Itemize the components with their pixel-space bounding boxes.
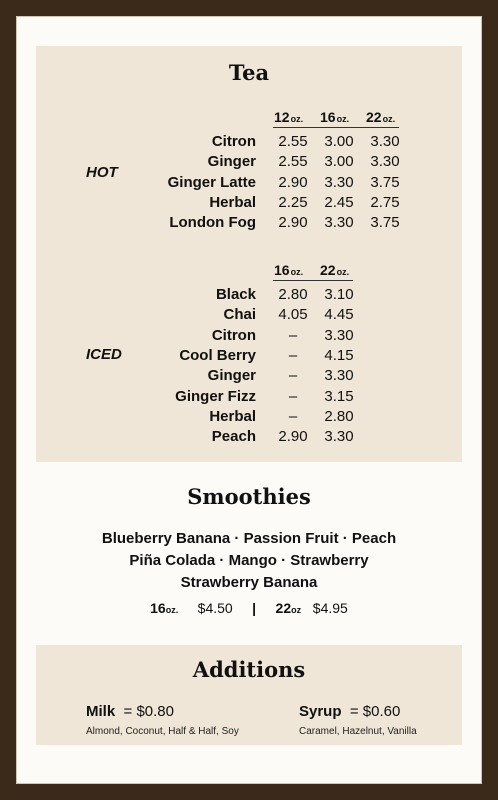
iced-item-price: – — [288, 326, 298, 344]
hot-item-name: London Fog — [169, 214, 256, 232]
iced-item-price: 3.30 — [324, 367, 354, 385]
iced-item-price: – — [288, 367, 298, 385]
iced-size-16: 16oz. — [274, 262, 304, 278]
additions-section — [36, 645, 462, 745]
iced-size-22: 22oz. — [320, 262, 350, 278]
hot-item-price: 2.90 — [278, 214, 308, 232]
hot-item-price: 2.25 — [278, 193, 308, 211]
smoothie-price-16: $4.50 — [197, 600, 233, 616]
milk-options: Almond, Coconut, Half & Half, Soy — [86, 726, 239, 737]
iced-item-name: Herbal — [209, 407, 256, 425]
hot-item-price: 3.30 — [370, 133, 400, 150]
tea-section — [36, 46, 462, 462]
smoothie-line: Piña Colada · Mango · Strawberry — [129, 552, 369, 569]
hot-item-name: Ginger Latte — [167, 173, 256, 191]
hot-item-price: 3.75 — [370, 214, 400, 232]
iced-item-price: 3.30 — [324, 428, 354, 446]
hot-size-12: 12oz. — [274, 109, 304, 125]
iced-item-price: 2.80 — [278, 286, 308, 303]
syrup-price: = $0.60 — [349, 703, 401, 720]
smoothie-price-22: $4.95 — [312, 600, 348, 616]
milk-addition — [86, 703, 239, 737]
iced-item-name: Chai — [223, 306, 256, 324]
iced-item-price: 4.45 — [324, 306, 354, 324]
iced-item-price: 2.90 — [278, 428, 308, 446]
hot-item-price: 3.00 — [324, 133, 354, 150]
syrup-options: Caramel, Hazelnut, Vanilla — [299, 726, 417, 737]
hot-item-name: Citron — [211, 133, 256, 150]
hot-label: HOT — [86, 164, 118, 181]
hot-item-price: 3.30 — [324, 173, 354, 191]
price-separator: | — [252, 600, 257, 616]
hot-header-rule — [273, 127, 399, 128]
smoothie-prices: 16oz. $4.50 | 22oz $4.95 — [150, 600, 348, 616]
hot-item-price: 2.90 — [278, 173, 308, 191]
smoothie-line: Blueberry Banana · Passion Fruit · Peach — [101, 530, 397, 547]
milk-label: Milk — [86, 703, 116, 720]
tea-title: Tea — [228, 60, 270, 85]
syrup-addition — [299, 703, 417, 737]
smoothie-size-16: 16 — [150, 600, 166, 616]
smoothie-flavors — [0, 528, 498, 594]
hot-item-price: 3.30 — [324, 214, 354, 232]
iced-item-price: 3.15 — [324, 387, 354, 405]
hot-item-price: 2.75 — [370, 193, 400, 211]
smoothies-title: Smoothies — [187, 484, 311, 509]
iced-item-price: 4.05 — [278, 306, 308, 324]
iced-item-name: Peach — [211, 428, 256, 446]
hot-item-price: 2.45 — [324, 193, 354, 211]
iced-item-name: Black — [215, 286, 256, 303]
hot-size-22: 22oz. — [366, 109, 396, 125]
iced-item-price: – — [288, 346, 298, 364]
iced-item-price: 3.30 — [324, 326, 354, 344]
iced-item-price: 4.15 — [324, 346, 354, 364]
hot-item-price: 2.55 — [278, 133, 308, 150]
milk-price: = $0.80 — [123, 703, 174, 720]
iced-item-name: Ginger Fizz — [175, 387, 256, 405]
iced-item-name: Cool Berry — [179, 346, 256, 364]
iced-header-rule — [273, 280, 353, 281]
hot-item-name: Herbal — [209, 193, 256, 211]
iced-item-price: – — [288, 407, 298, 425]
iced-item-price: 2.80 — [324, 407, 354, 425]
hot-item-name: Ginger — [207, 153, 256, 171]
iced-label: ICED — [86, 346, 122, 363]
hot-size-16: 16oz. — [320, 109, 350, 125]
hot-item-price: 3.75 — [370, 173, 400, 191]
additions-title: Additions — [192, 657, 306, 682]
iced-item-price: – — [288, 387, 298, 405]
hot-item-price: 2.55 — [278, 153, 308, 171]
syrup-label: Syrup — [299, 703, 342, 720]
hot-item-price: 3.30 — [370, 153, 400, 171]
smoothie-size-22: 22 — [275, 600, 292, 616]
iced-item-price: 3.10 — [324, 286, 354, 303]
iced-item-name: Citron — [211, 326, 256, 344]
smoothie-line: Strawberry Banana — [180, 574, 318, 591]
iced-item-name: Ginger — [207, 367, 256, 385]
hot-item-price: 3.00 — [324, 153, 354, 171]
